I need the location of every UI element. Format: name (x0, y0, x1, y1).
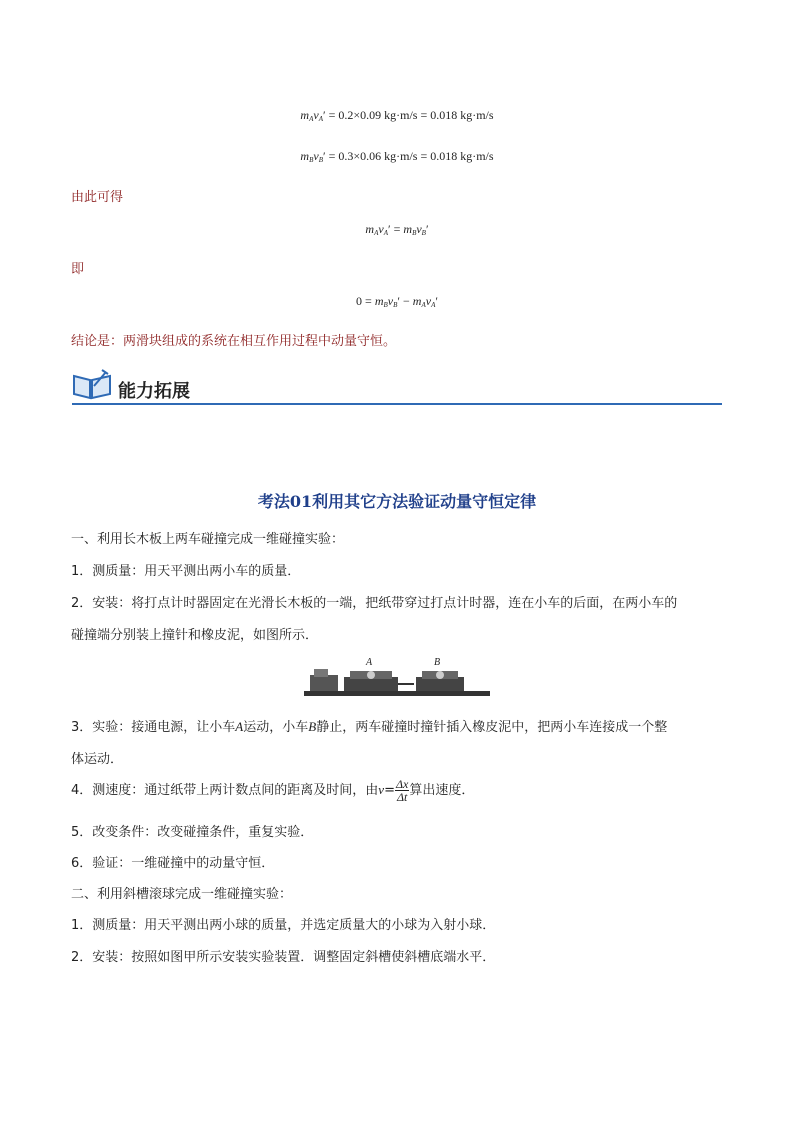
conclusion-text: 结论是：两滑块组成的系统在相互作用过程中动量守恒。 (71, 334, 397, 349)
hence-text: 由此可得 (71, 190, 124, 205)
step1-1: 1．测质量：用天平测出两小车的质量． (71, 564, 301, 579)
cart-b-label: B (434, 657, 441, 668)
step1-5: 5．改变条件：改变碰撞条件，重复实验． (71, 825, 314, 840)
section-title: 考法01利用其它方法验证动量守恒定律 (257, 492, 537, 511)
step1-2-line1: 2．安装：将打点计时器固定在光滑长木板的一端，把纸带穿过打点计时器，连在小车的后面，在两小车的 (71, 596, 678, 611)
velocity-fraction: $\frac{\Delta x}{\Delta t}$ (395, 777, 409, 804)
ie-text: 即 (71, 262, 85, 277)
step1-6: 6．验证：一维碰撞中的动量守恒． (71, 856, 275, 871)
step2-1: 1．测质量：用天平测出两小球的质量，并选定质量大的小球为入射小球． (71, 918, 496, 933)
carts-figure (304, 657, 490, 699)
equation-momentum-a: $m_Av_A' = 0.2\times 0.09$ kg·m/s = 0.018 kg·m/s (300, 108, 494, 123)
step1-3-line2: 体运动． (71, 752, 124, 767)
step1-4: 4．测速度：通过纸带上两计数点间的距离及时间，由v= $\frac{\Delta x}{\Delta t}$ 算出速度． (71, 777, 475, 804)
equation-momentum-b: $m_Bv_B' = 0.3\times 0.06$ kg·m/s = 0.018 kg·m/s (300, 149, 494, 164)
banner-rule (72, 403, 722, 405)
step1-2-line2: 碰撞端分别装上撞针和橡皮泥，如图所示． (71, 628, 319, 643)
equation-equal-momentum: $m_Av_A' = m_Bv_B'$ (365, 222, 429, 237)
part2-heading: 二、利用斜槽滚球完成一维碰撞实验： (71, 887, 293, 902)
book-icon (72, 368, 112, 400)
part1-heading: 一、利用长木板上两车碰撞完成一维碰撞实验： (71, 532, 345, 547)
cart-a-label: A (366, 657, 373, 668)
step2-2: 2．安装：按照如图甲所示安装实验装置．调整固定斜槽使斜槽底端水平． (71, 950, 496, 965)
step1-3-line1: 3．实验：接通电源，让小车A运动，小车B静止，两车碰撞时撞针插入橡皮泥中，把两小车连接成一个整 (71, 719, 668, 735)
banner-title: 能力拓展 (118, 381, 190, 402)
equation-zero-sum: $0 = m_Bv_B' - m_Av_A'$ (356, 294, 438, 309)
